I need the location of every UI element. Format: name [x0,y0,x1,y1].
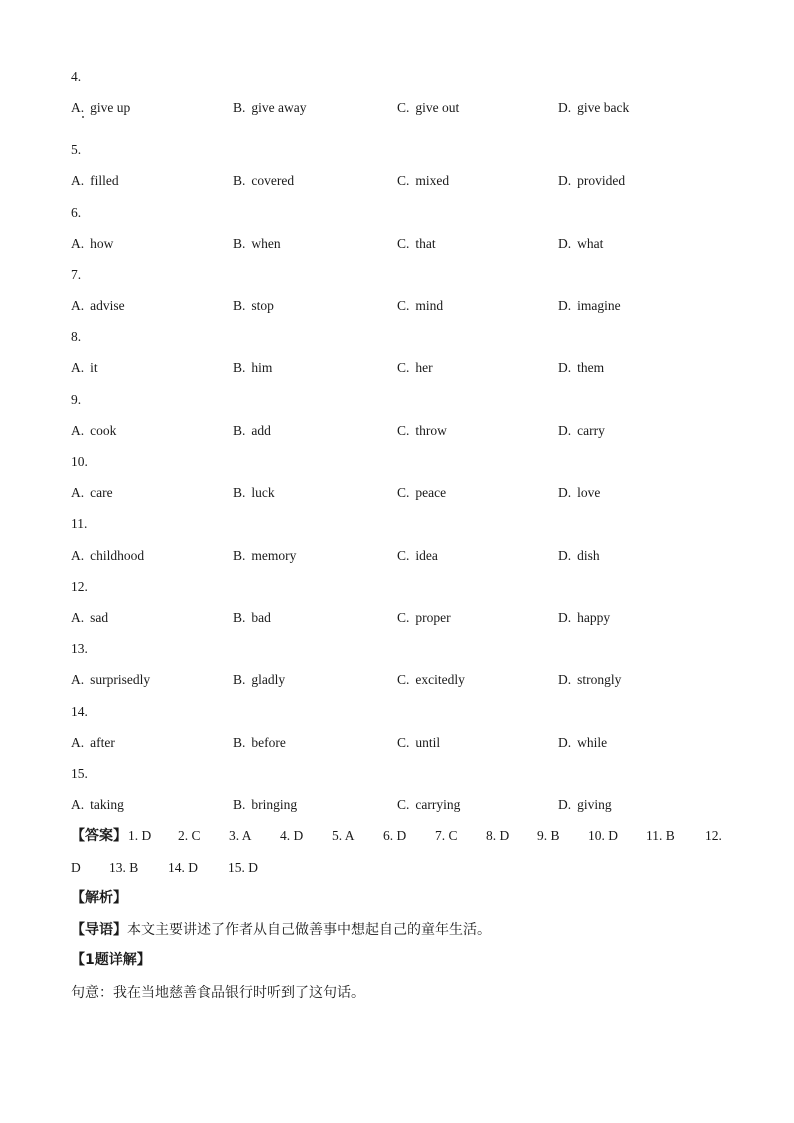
question-number: 9. [71,392,82,407]
option-text: sad [90,610,109,625]
option-text: give away [251,100,307,115]
analysis-label: 【解析】 [71,890,127,906]
option-a [71,236,113,252]
option-text: cook [90,423,117,438]
option-c [397,100,459,116]
option-row [71,735,731,751]
option-text: taking [90,797,124,812]
option-text: proper [415,610,451,625]
option-row [71,236,731,252]
question-number: 10. [71,454,88,469]
answer-item: 7. C [435,828,458,843]
option-d [558,797,612,813]
option-letter: A. [71,236,85,251]
detail-label: 【1题详解】 [71,952,151,968]
question-number: 5. [71,142,82,157]
option-text: bad [251,610,271,625]
option-c [397,423,447,439]
option-letter: B. [233,298,246,313]
intro-label: 【导语】 [71,922,127,938]
answer-item: 11. B [646,828,675,843]
option-letter: D. [558,298,572,313]
intro-text: 本文主要讲述了作者从自己做善事中想起自己的童年生活。 [127,922,491,938]
option-letter: C. [397,735,410,750]
option-text: when [251,236,281,251]
question-number: 4. [71,69,82,84]
answer-item: 2. C [178,828,201,843]
option-letter: D. [558,360,572,375]
option-letter: A. [71,610,85,625]
option-text: advise [90,298,125,313]
answer-item: D [71,860,81,875]
option-b [233,485,275,501]
option-row [71,672,731,688]
option-text: give out [415,100,460,115]
option-text: stop [251,298,274,313]
option-text: childhood [90,548,145,563]
option-text: peace [415,485,447,500]
option-d [558,236,603,252]
answer-label: 【答案】 [71,828,127,844]
option-text: gladly [251,672,286,687]
option-a [71,610,108,626]
question-number: 13. [71,641,88,656]
option-text: dish [577,548,600,563]
answer-item: 1. D [128,828,152,843]
option-row [71,548,731,564]
option-a [71,797,124,813]
option-a [71,548,144,564]
option-letter: A. [71,485,85,500]
option-letter: A. [71,548,85,563]
question-number: 11. [71,516,88,531]
option-d [558,173,625,189]
option-row [71,100,731,116]
answer-line-2 [71,860,731,876]
option-b [233,610,271,626]
option-d [558,423,605,439]
option-letter: D. [558,735,572,750]
option-a [71,423,116,439]
intro-line [71,922,491,938]
answer-item: 12. [705,828,722,843]
option-text: what [577,236,604,251]
option-text: him [251,360,273,375]
answer-item: 8. D [486,828,510,843]
question-number: 8. [71,329,82,344]
option-row [71,423,731,439]
option-text: excitedly [415,672,465,687]
option-a [71,485,113,501]
option-c [397,485,446,501]
sentence-text: 我在当地慈善食品银行时听到了这句话。 [113,985,365,1001]
option-text: imagine [577,298,621,313]
sentence-label: 句意： [71,985,113,1001]
answer-item: 4. D [280,828,304,843]
option-letter: A. [71,797,85,812]
option-letter: B. [233,735,246,750]
option-letter: C. [397,797,410,812]
option-row [71,173,731,189]
option-text: while [577,735,608,750]
option-c [397,610,451,626]
option-d [558,610,610,626]
answer-item: 15. D [228,860,258,875]
option-text: before [251,735,286,750]
option-text: carrying [415,797,461,812]
option-letter: C. [397,423,410,438]
option-letter: D. [558,100,572,115]
option-text: her [415,360,433,375]
option-text: carry [577,423,605,438]
option-letter: C. [397,298,410,313]
option-text: it [90,360,98,375]
option-d [558,735,607,751]
option-letter: A. [71,672,85,687]
option-letter: D. [558,173,572,188]
option-text: covered [251,173,295,188]
option-letter: D. [558,672,572,687]
option-text: giving [577,797,612,812]
option-text: love [577,485,601,500]
option-row [71,797,731,813]
option-c [397,236,436,252]
option-text: how [90,236,114,251]
option-b [233,548,296,564]
option-letter: B. [233,173,246,188]
option-a [71,298,125,314]
answer-item: 3. A [229,828,252,843]
option-letter: B. [233,548,246,563]
option-text: bringing [251,797,298,812]
sentence-line [71,985,365,1001]
option-letter: A. [71,423,85,438]
option-letter: D. [558,236,572,251]
option-c [397,672,465,688]
option-c [397,797,460,813]
option-letter: B. [233,610,246,625]
option-d [558,100,629,116]
option-letter: C. [397,548,410,563]
option-b [233,360,272,376]
option-a [71,173,119,189]
option-d [558,672,621,688]
option-a [71,360,98,376]
option-letter: C. [397,485,410,500]
option-b [233,100,307,116]
answer-item: 10. D [588,828,618,843]
option-b [233,735,286,751]
question-number: 12. [71,579,88,594]
option-row [71,485,731,501]
option-text: until [415,735,441,750]
option-d [558,485,600,501]
answer-item: 9. B [537,828,560,843]
option-d [558,298,621,314]
option-b [233,298,274,314]
answer-item: 14. D [168,860,198,875]
option-row [71,610,731,626]
option-letter: B. [233,797,246,812]
option-c [397,360,433,376]
option-a [71,672,150,688]
option-text: mind [415,298,444,313]
answer-item: 13. B [109,860,139,875]
option-letter: B. [233,100,246,115]
option-text: add [251,423,271,438]
question-number: 6. [71,205,82,220]
option-a [71,735,115,751]
option-c [397,173,449,189]
option-b [233,672,285,688]
option-letter: D. [558,548,572,563]
question-number: 7. [71,267,82,282]
stray-dot [82,116,84,118]
option-text: filled [90,173,119,188]
option-letter: B. [233,236,246,251]
option-text: after [90,735,115,750]
option-text: happy [577,610,611,625]
option-a [71,100,130,116]
option-letter: A. [71,298,85,313]
option-letter: C. [397,236,410,251]
option-text: provided [577,173,626,188]
option-text: give up [90,100,131,115]
option-letter: C. [397,173,410,188]
option-letter: B. [233,672,246,687]
option-text: care [90,485,113,500]
option-row [71,360,731,376]
question-number: 15. [71,766,88,781]
option-letter: B. [233,360,246,375]
answer-item: 6. D [383,828,407,843]
answer-item: 5. A [332,828,355,843]
option-letter: B. [233,485,246,500]
option-b [233,173,294,189]
option-letter: C. [397,100,410,115]
option-text: mixed [415,173,450,188]
option-letter: D. [558,485,572,500]
option-c [397,548,438,564]
option-letter: D. [558,797,572,812]
option-b [233,236,281,252]
option-d [558,360,604,376]
option-text: that [415,236,436,251]
option-letter: C. [397,610,410,625]
option-letter: A. [71,100,85,115]
question-number: 14. [71,704,88,719]
option-letter: A. [71,173,85,188]
option-letter: B. [233,423,246,438]
option-c [397,735,440,751]
option-text: surprisedly [90,672,151,687]
option-text: throw [415,423,447,438]
option-row [71,298,731,314]
option-letter: C. [397,672,410,687]
answer-line-1 [71,828,731,844]
option-letter: C. [397,360,410,375]
option-c [397,298,443,314]
option-text: strongly [577,672,622,687]
option-letter: A. [71,735,85,750]
option-text: them [577,360,605,375]
option-text: idea [415,548,438,563]
option-letter: A. [71,360,85,375]
option-b [233,797,297,813]
option-b [233,423,271,439]
option-text: memory [251,548,297,563]
option-letter: D. [558,610,572,625]
option-text: luck [251,485,275,500]
option-text: give back [577,100,630,115]
option-d [558,548,600,564]
option-letter: D. [558,423,572,438]
